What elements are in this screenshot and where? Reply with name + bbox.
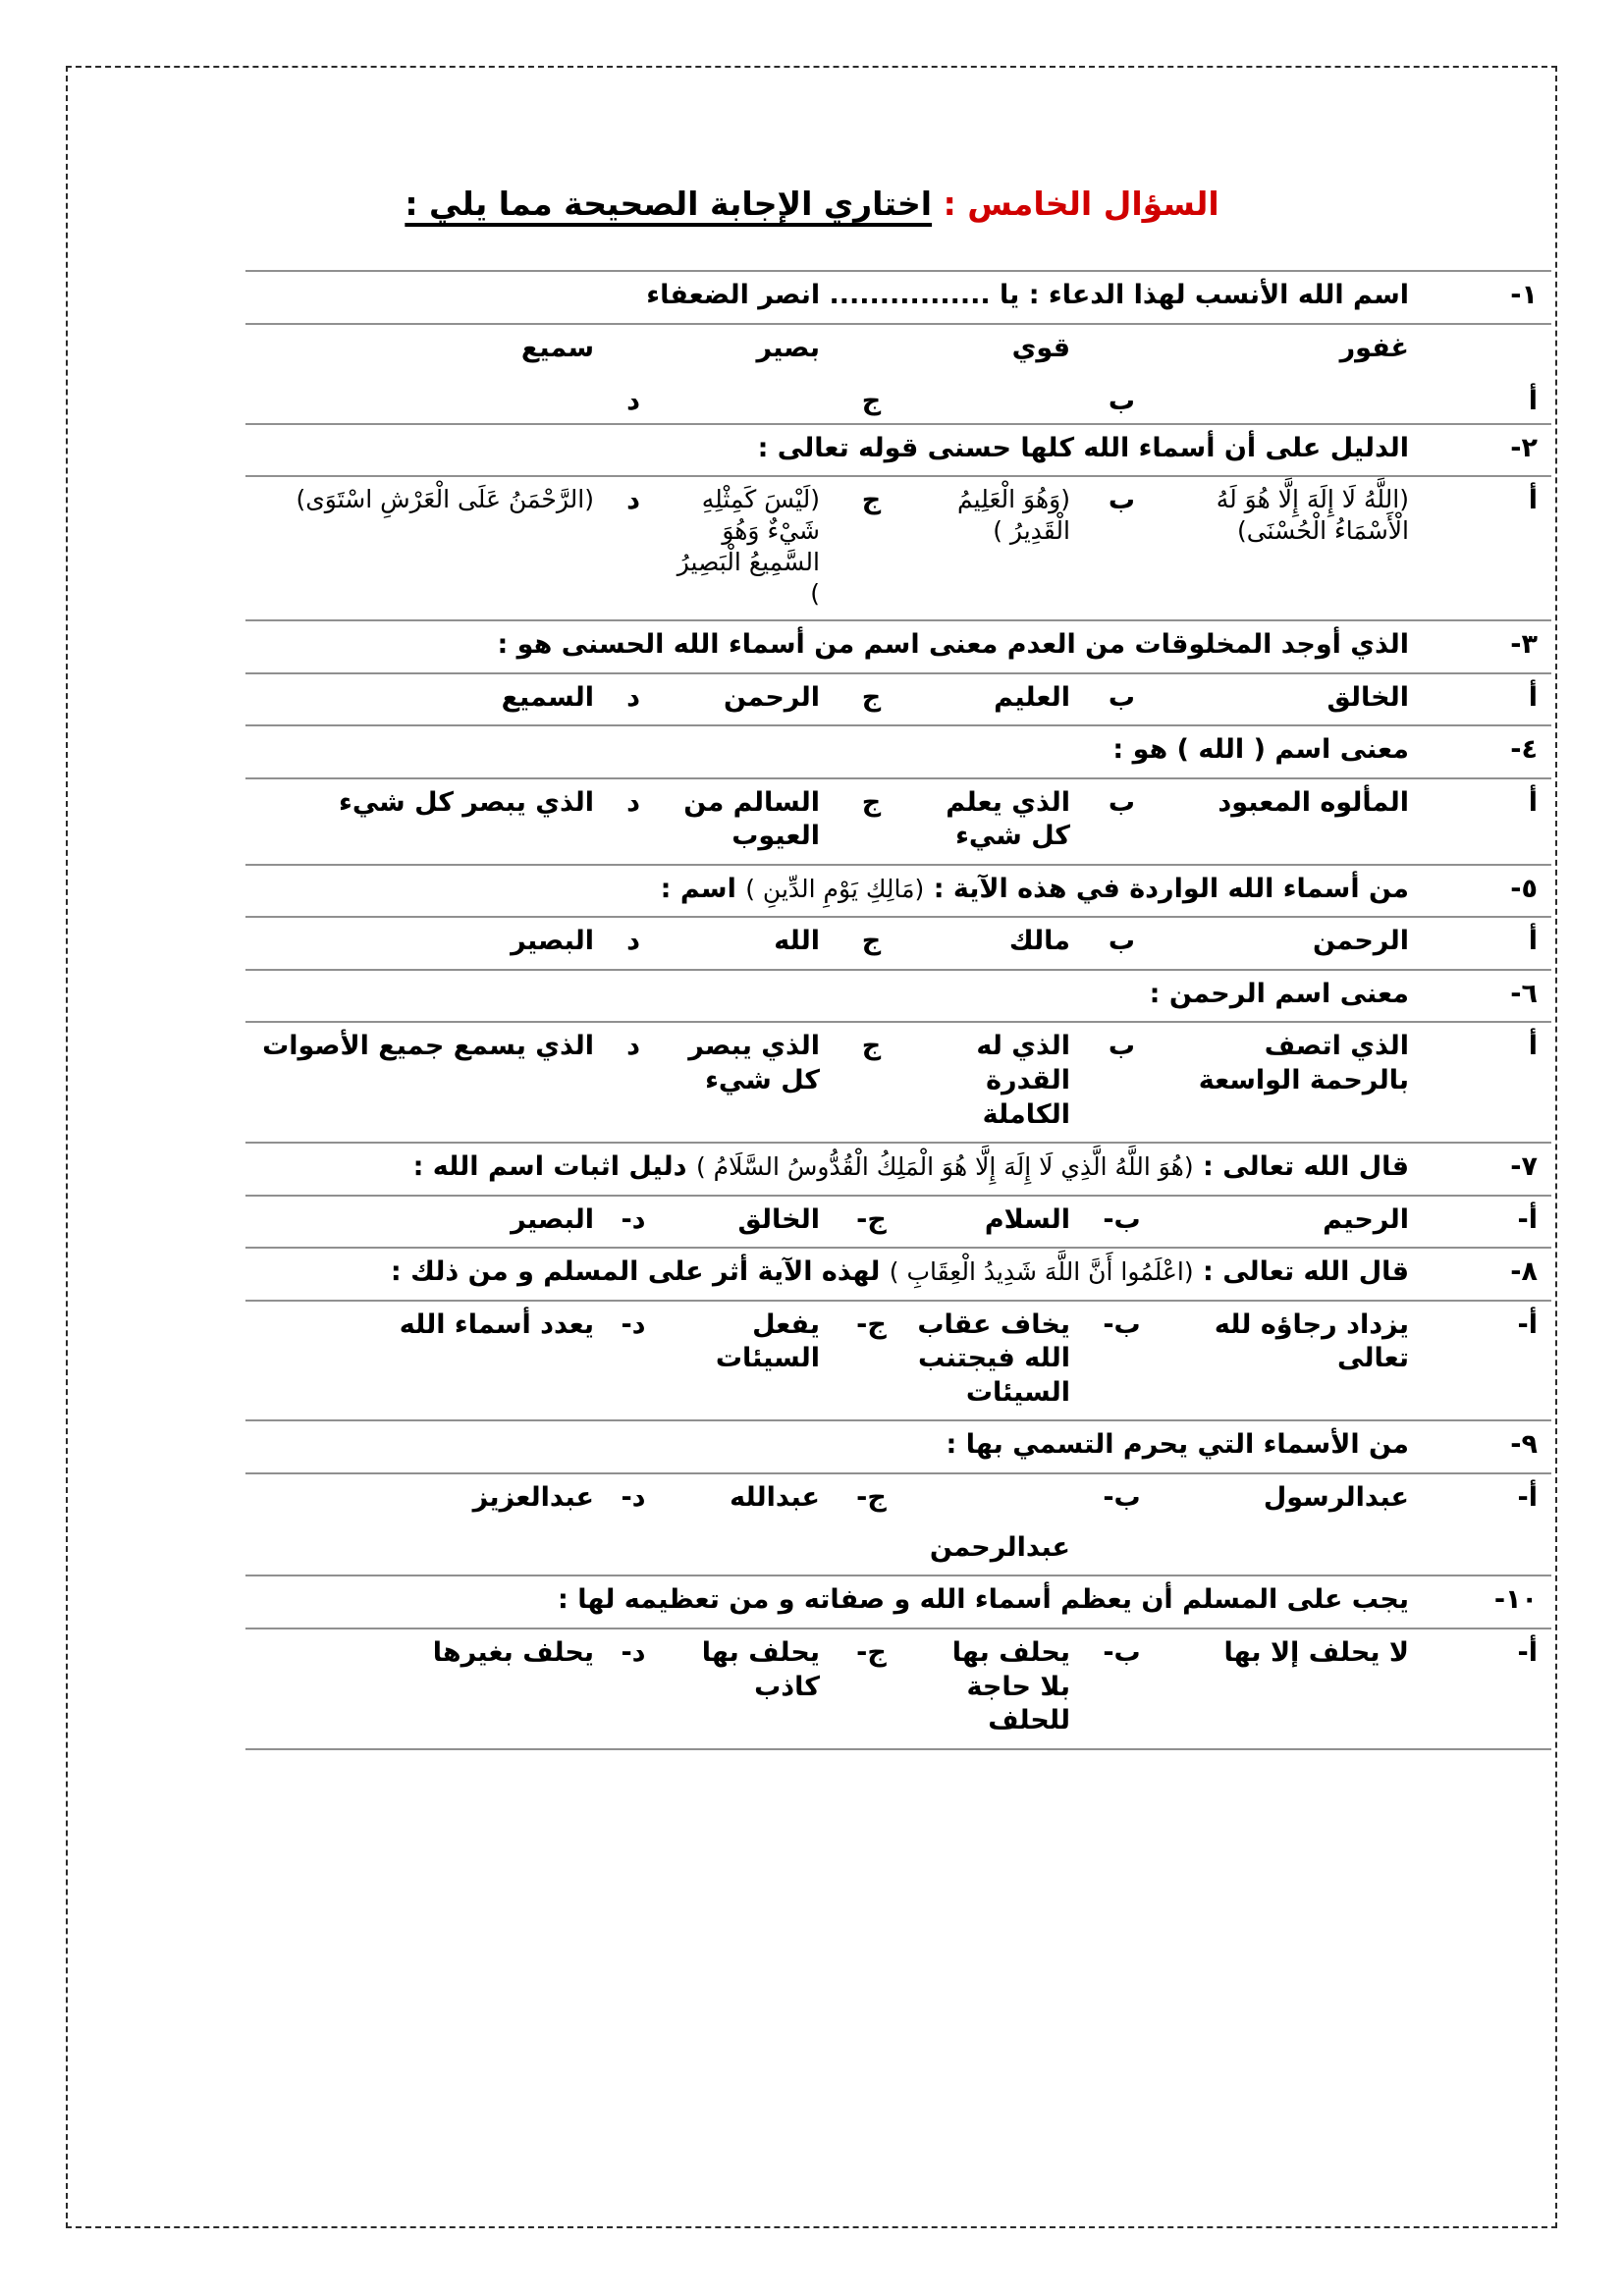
question-text: [245, 1249, 1419, 1300]
quiz-table: [245, 270, 1551, 1750]
option-letter: ب-: [1103, 1203, 1141, 1235]
option-letter: ج-: [856, 1308, 887, 1340]
question-text-part: قال الله تعالى :: [1193, 1256, 1409, 1288]
option-text: الذي يبصر كل شيء: [688, 1031, 820, 1096]
question-row: [245, 864, 1551, 917]
option-text: مالك: [1008, 926, 1070, 957]
question-number: ٤-: [1510, 734, 1538, 766]
option-text: السالم من العيوب: [683, 786, 820, 852]
option-letter: ج: [861, 386, 882, 416]
option-letter: أ: [1528, 681, 1538, 713]
question-number: ٧-: [1510, 1151, 1538, 1183]
option-text: الرحمن: [1312, 926, 1409, 957]
option-text: (وَهُوَ الْعَلِيمُ الْقَدِيرُ ): [957, 485, 1070, 546]
option-text: العليم: [994, 681, 1070, 713]
question-number: ١-: [1510, 280, 1538, 310]
option-letter: ج: [861, 485, 882, 516]
question-text-part: يجب على المسلم أن يعظم أسماء الله و صفاته و من تعظيمه لها :: [558, 1584, 1409, 1616]
option-text: يزداد رجاؤه لله تعالى: [1214, 1308, 1409, 1374]
option-letter: ج-: [856, 1481, 887, 1513]
question-text-part: من الأسماء التي يحرم التسمي بها :: [946, 1429, 1409, 1461]
option-text: البصير: [511, 926, 594, 957]
option-text: الذي اتصف بالرحمة الواسعة: [1198, 1031, 1409, 1096]
option-letter: أ: [1528, 1031, 1538, 1062]
option-letter: ب-: [1103, 1481, 1141, 1513]
option-letter: ج-: [856, 1637, 887, 1669]
option-letter: ج: [861, 681, 882, 713]
option-text: يحلف بها كاذب: [701, 1637, 820, 1702]
question-text: [245, 866, 1419, 917]
option-text: بصير: [756, 332, 820, 363]
question-text-part: الدليل على أن أسماء الله كلها حسنى قوله تعالى :: [757, 432, 1409, 463]
option-text: السلام: [984, 1203, 1070, 1235]
question-text-part: اسم الله الأنسب لهذا الدعاء : يا ................ انصر الضعفاء: [646, 280, 1409, 310]
question-text: [245, 1144, 1419, 1195]
question-number: ٦-: [1510, 978, 1538, 1009]
question-number: ١٠-: [1493, 1584, 1538, 1616]
title-red-label: السؤال الخامس :: [943, 185, 1219, 223]
question-number: ٢-: [1510, 432, 1538, 463]
question-text: [245, 272, 1419, 323]
options-row: [245, 1472, 1551, 1575]
option-letter: أ-: [1517, 1203, 1538, 1235]
option-letter: ب: [1108, 681, 1136, 713]
option-text: قوي: [1011, 332, 1070, 363]
option-letter: ج: [861, 786, 882, 818]
question-text-part: الذي أوجد المخلوقات من العدم معنى اسم من أسماء الله الحسنى هو :: [497, 629, 1409, 661]
options-row: [245, 777, 1551, 864]
option-letter: أ: [1528, 485, 1538, 516]
option-text: المألوه المعبود: [1218, 786, 1409, 818]
options-row: [245, 323, 1551, 423]
option-letter: أ-: [1517, 1637, 1538, 1669]
question-row: [245, 969, 1551, 1022]
option-letter: د: [626, 485, 640, 516]
question-number: ٨-: [1510, 1256, 1538, 1288]
option-text: عبدالرحمن: [929, 1531, 1070, 1563]
page-title: [0, 185, 1624, 223]
question-text: [245, 971, 1419, 1022]
question-text: [245, 425, 1419, 476]
options-row: [245, 1195, 1551, 1248]
option-text: الخالق: [1326, 681, 1409, 713]
option-letter: ب-: [1103, 1308, 1141, 1340]
option-text: الذي يسمع جميع الأصوات: [262, 1031, 594, 1062]
option-letter: ب: [1108, 1031, 1136, 1062]
option-text: عبدالله: [730, 1481, 820, 1513]
question-text: [245, 1576, 1419, 1628]
question-text-part: معنى اسم ( الله ) هو :: [1112, 734, 1409, 766]
option-text: لا يحلف إلا بها: [1223, 1637, 1409, 1669]
option-letter: د: [626, 786, 640, 818]
quran-verse: (هُوَ اللَّهُ الَّذِي لَا إِلَهَ إِلَّا هُوَ الْمَلِكُ الْقُدُّوسُ السَّلَامُ ): [695, 1152, 1194, 1182]
option-letter: د-: [621, 1637, 646, 1669]
question-number: ٥-: [1510, 873, 1538, 904]
question-text-part: لهذه الآية أثر على المسلم و من ذلك :: [390, 1256, 890, 1288]
option-letter: ج: [861, 926, 882, 957]
option-letter: أ: [1528, 386, 1538, 416]
option-letter: ب: [1108, 485, 1136, 516]
options-row: [245, 1021, 1551, 1142]
option-text: الذي يعلم كل شيء: [946, 786, 1070, 852]
question-number: ٣-: [1510, 629, 1538, 661]
quran-verse: (مَالِكِ يَوْمِ الدِّينِ ): [745, 874, 925, 903]
option-letter: د-: [621, 1203, 646, 1235]
option-letter: د: [626, 386, 640, 416]
option-letter: ب: [1108, 926, 1136, 957]
option-text: البصير: [511, 1203, 594, 1235]
options-row: [245, 1628, 1551, 1750]
option-text: عبدالعزيز: [472, 1481, 594, 1513]
option-letter: ج: [861, 1031, 882, 1062]
question-row: [245, 619, 1551, 672]
option-text: يفعل السيئات: [715, 1308, 820, 1374]
option-letter: ج-: [856, 1203, 887, 1235]
question-text: [245, 1421, 1419, 1472]
option-letter: د-: [621, 1481, 646, 1513]
option-letter: د: [626, 926, 640, 957]
question-row: [245, 1575, 1551, 1628]
option-text: عبدالرسول: [1263, 1481, 1409, 1513]
question-text-part: من أسماء الله الواردة في هذه الآية :: [924, 873, 1409, 904]
options-row: [245, 475, 1551, 619]
option-letter: د: [626, 681, 640, 713]
question-text-part: معنى اسم الرحمن :: [1149, 978, 1409, 1009]
option-text: الخالق: [737, 1203, 820, 1235]
question-text-part: دليل اثبات اسم الله :: [412, 1151, 696, 1183]
question-text: [245, 726, 1419, 777]
option-text: غفور: [1339, 332, 1409, 363]
option-text: الرحمن: [723, 681, 820, 713]
option-letter: أ: [1528, 786, 1538, 818]
question-row: [245, 423, 1551, 476]
option-letter: د: [626, 1031, 640, 1062]
options-row: [245, 672, 1551, 725]
option-letter: أ-: [1517, 1481, 1538, 1513]
option-text: الله: [774, 926, 820, 957]
options-row: [245, 916, 1551, 969]
title-instruction: اختاري الإجابة الصحيحة مما يلي :: [405, 185, 933, 223]
option-letter: ب-: [1103, 1637, 1141, 1669]
question-row: [245, 1142, 1551, 1195]
option-text: يحلف بها بلا حاجة للحلف: [951, 1637, 1070, 1736]
option-text: يعدد أسماء الله: [399, 1308, 594, 1340]
question-row: [245, 1247, 1551, 1300]
option-text: سميع: [520, 332, 594, 363]
option-text: الذي يبصر كل شيء: [339, 786, 594, 818]
question-row: [245, 270, 1551, 323]
options-row: [245, 1300, 1551, 1420]
option-letter: د-: [621, 1308, 646, 1340]
question-number: ٩-: [1510, 1429, 1538, 1461]
question-text-part: قال الله تعالى :: [1193, 1151, 1409, 1183]
question-row: [245, 1419, 1551, 1472]
option-letter: أ: [1528, 926, 1538, 957]
option-text: يحلف بغيرها: [432, 1637, 594, 1669]
option-text: الرحيم: [1323, 1203, 1409, 1235]
question-text-part: اسم :: [660, 873, 746, 904]
quran-verse: (اعْلَمُوا أَنَّ اللَّهَ شَدِيدُ الْعِقَابِ ): [889, 1257, 1194, 1287]
option-text: السميع: [501, 681, 594, 713]
option-letter: ب: [1108, 386, 1136, 416]
option-text: (الرَّحْمَنُ عَلَى الْعَرْشِ اسْتَوَى): [296, 485, 594, 514]
option-text: الذي له القدرة الكاملة: [976, 1031, 1070, 1130]
option-text: يخاف عقاب الله فيجتنب السيئات: [917, 1308, 1070, 1408]
question-text: [245, 621, 1419, 672]
option-letter: ب: [1108, 786, 1136, 818]
option-text: (اللَّهُ لَا إِلَهَ إِلَّا هُوَ لَهُ الْأَسْمَاءُ الْحُسْنَى): [1216, 485, 1409, 546]
question-row: [245, 724, 1551, 777]
option-text: (لَيْسَ كَمِثْلِهِ شَيْءٌ وَهُوَ السَّمِيعُ الْبَصِيرُ ): [677, 485, 820, 609]
option-letter: أ-: [1517, 1308, 1538, 1340]
